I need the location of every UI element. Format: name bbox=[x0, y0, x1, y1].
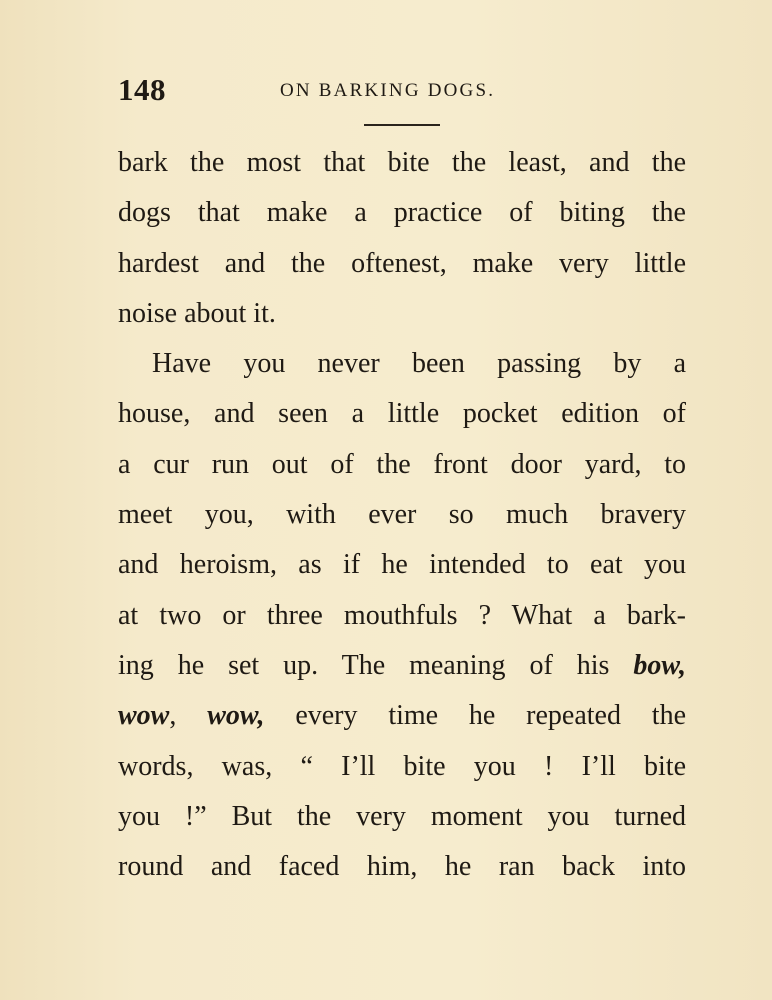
text-line: a cur run out of the front door yard, to bbox=[118, 448, 686, 480]
text-line: bark the most that bite the least, and the bbox=[118, 147, 686, 178]
text-line: hardest and the oftenest, make very little bbox=[118, 247, 686, 279]
text-line: you !” But the very moment you turned bbox=[118, 800, 686, 832]
line-text: every time he repeated the bbox=[264, 700, 686, 732]
header-rule bbox=[364, 124, 440, 126]
line-text: ing he set up. The meaning of his bbox=[118, 649, 634, 681]
page-number: 148 bbox=[118, 72, 166, 107]
italic-word: bow, bbox=[633, 649, 686, 681]
text-line-with-italic bbox=[118, 641, 686, 691]
running-head: ON BARKING DOGS. bbox=[280, 80, 496, 101]
italic-word: wow bbox=[118, 700, 170, 732]
page-header bbox=[118, 72, 686, 112]
line-text: , bbox=[169, 700, 208, 732]
text-line: house, and seen a little pocket edition of bbox=[118, 398, 686, 430]
text-line: at two or three mouthfuls ? What a bark- bbox=[118, 599, 686, 631]
text-line: and heroism, as if he intended to eat you bbox=[118, 549, 686, 581]
italic-word: wow, bbox=[207, 700, 265, 732]
text-line: round and faced him, he ran back into bbox=[118, 851, 686, 883]
body-text bbox=[118, 138, 686, 892]
text-line: dogs that make a practice of biting the bbox=[118, 197, 686, 229]
text-line: noise about it. bbox=[118, 297, 276, 329]
text-line: meet you, with ever so much bravery bbox=[118, 499, 686, 531]
text-line: words, was, “ I’ll bite you ! I’ll bite bbox=[118, 750, 686, 782]
text-line-with-italic bbox=[118, 691, 686, 741]
text-line: Have you never been passing by a bbox=[152, 348, 686, 380]
